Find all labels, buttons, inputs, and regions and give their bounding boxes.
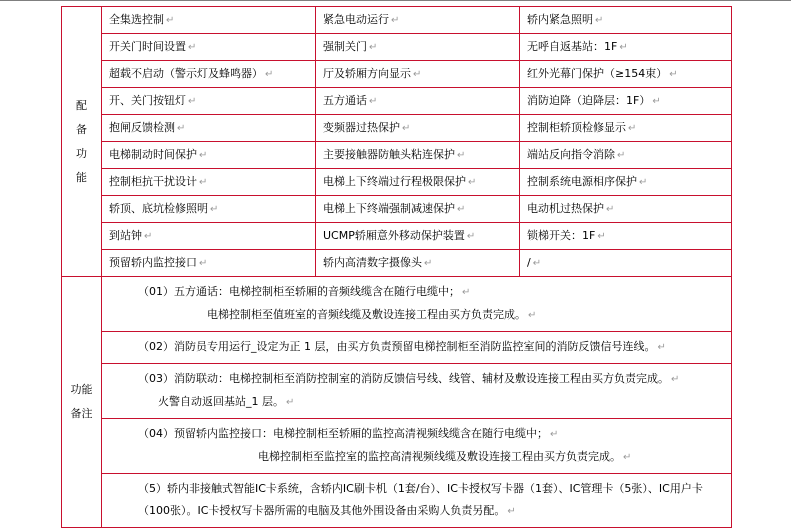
note-cell: （04）预留轿内监控接口：电梯控制柜至轿厢的监控高清视频线缆含在随行电缆中； ↵ 电梯控制柜至监控室的监控高清视频线缆及敷设连接工程由买方负责完成。 ↵: [102, 419, 732, 474]
feature-text: 到站钟: [109, 229, 142, 242]
feature-text: /: [527, 256, 531, 269]
feature-cell: 消防迫降（迫降层：1F） ↵: [520, 88, 732, 115]
feature-text: 端站反向指令消除: [527, 148, 615, 161]
feature-row: [62, 223, 732, 250]
feature-text: 全集选控制: [109, 13, 164, 26]
label-char: 备注: [70, 407, 93, 420]
feature-cell: 无呼自返基站：1F ↵: [520, 34, 732, 61]
feature-text: 电梯制动时间保护: [109, 148, 197, 161]
feature-cell: 轿内紧急照明 ↵: [520, 7, 732, 34]
note-text: （02）消防员专用运行_设定为正 1 层，由买方负责预留电梯控制柜至消防监控室间的消防反馈信号连线。: [138, 340, 656, 353]
feature-cell: 电动机过热保护 ↵: [520, 196, 732, 223]
feature-cell: 抱闸反馈检测 ↵: [102, 115, 316, 142]
feature-text: 控制柜抗干扰设计: [109, 175, 197, 188]
feature-cell: 控制柜抗干扰设计 ↵: [102, 169, 316, 196]
note-cell: （01）五方通话：电梯控制柜至轿厢的音频线缆含在随行电缆中； ↵ 电梯控制柜至值班室的音频线缆及敷设连接工程由买方负责完成。 ↵: [102, 277, 732, 332]
feature-text: 强制关门: [323, 40, 367, 53]
feature-text: 开、关门按钮灯: [109, 94, 186, 107]
feature-cell: 控制柜轿顶检修显示 ↵: [520, 115, 732, 142]
feature-row: [62, 115, 732, 142]
note-cell: （03）消防联动：电梯控制柜至消防控制室的消防反馈信号线、线管、辅材及敷设连接工程由买方负责完成。 ↵ 火警自动返回基站_1 层。 ↵: [102, 364, 732, 419]
note-text: （5）轿内非接触式智能IC卡系统，含轿内IC刷卡机（1套/台）、IC卡授权写卡器（1套）、IC管理卡（5张）、IC用户卡: [138, 482, 703, 495]
elevator-spec-table: [61, 6, 732, 528]
feature-row: [62, 250, 732, 277]
feature-cell: / ↵: [520, 250, 732, 277]
feature-text: 主要接触器防触头粘连保护: [323, 148, 455, 161]
feature-cell: 厅及轿厢方向显示 ↵: [316, 61, 520, 88]
label-char: 配: [76, 98, 87, 112]
feature-row: [62, 169, 732, 196]
label-char: 功能: [70, 383, 93, 396]
feature-cell: 全集选控制 ↵: [102, 7, 316, 34]
label-char: 功: [76, 146, 87, 160]
feature-text: 轿内高清数字摄像头: [323, 256, 422, 269]
feature-cell: UCMP轿厢意外移动保护装置 ↵: [316, 223, 520, 250]
feature-cell: 超载不启动（警示灯及蜂鸣器） ↵: [102, 61, 316, 88]
feature-text: 五方通话: [323, 94, 367, 107]
feature-cell: 预留轿内监控接口 ↵: [102, 250, 316, 277]
feature-cell: 轿内高清数字摄像头 ↵: [316, 250, 520, 277]
label-char: 能: [76, 170, 87, 184]
feature-text: 预留轿内监控接口: [109, 256, 197, 269]
note-text: 电梯控制柜至监控室的监控高清视频线缆及敷设连接工程由买方负责完成。: [258, 450, 621, 463]
feature-text: 开关门时间设置: [109, 40, 186, 53]
note-row-5: [62, 474, 732, 528]
feature-text: 紧急电动运行: [323, 13, 389, 26]
section-label-notes: [62, 277, 102, 528]
feature-row: [62, 61, 732, 88]
feature-cell: 控制系统电源相序保护 ↵: [520, 169, 732, 196]
note-text: （01）五方通话：电梯控制柜至轿厢的音频线缆含在随行电缆中；: [138, 285, 460, 298]
note-row-3: [62, 364, 732, 419]
feature-text: 锁梯开关：1F: [527, 229, 596, 242]
feature-text: 电动机过热保护: [527, 202, 604, 215]
note-text: （04）预留轿内监控接口：电梯控制柜至轿厢的监控高清视频线缆含在随行电缆中；: [138, 427, 548, 440]
note-cell: （02）消防员专用运行_设定为正 1 层，由买方负责预留电梯控制柜至消防监控室间的消防反馈信号连线。 ↵: [102, 332, 732, 364]
feature-text: 电梯上下终端过行程极限保护: [323, 175, 466, 188]
feature-text: 电梯上下终端强制减速保护: [323, 202, 455, 215]
feature-cell: 开关门时间设置 ↵: [102, 34, 316, 61]
note-row-1: [62, 277, 732, 332]
note-text: 火警自动返回基站_1 层。: [158, 395, 284, 408]
feature-cell: 端站反向指令消除 ↵: [520, 142, 732, 169]
feature-text: 超载不启动（警示灯及蜂鸣器）: [109, 67, 263, 80]
feature-cell: 红外光幕门保护（≥154束） ↵: [520, 61, 732, 88]
feature-text: 厅及轿厢方向显示: [323, 67, 411, 80]
note-text: 电梯控制柜至值班室的音频线缆及敷设连接工程由买方负责完成。: [207, 308, 526, 321]
feature-row: [62, 88, 732, 115]
feature-row: [62, 196, 732, 223]
note-text: （03）消防联动：电梯控制柜至消防控制室的消防反馈信号线、线管、辅材及敷设连接工程由买方负责完成。: [138, 372, 669, 385]
feature-cell: 电梯上下终端过行程极限保护 ↵: [316, 169, 520, 196]
section-label-features: [62, 7, 102, 277]
feature-cell: 五方通话 ↵: [316, 88, 520, 115]
feature-text: 控制柜轿顶检修显示: [527, 121, 626, 134]
feature-text: 控制系统电源相序保护: [527, 175, 637, 188]
feature-cell: 轿顶、底坑检修照明 ↵: [102, 196, 316, 223]
note-cell: （5）轿内非接触式智能IC卡系统，含轿内IC刷卡机（1套/台）、IC卡授权写卡器（1套）、IC管理卡（5张）、IC用户卡 （100张）。IC卡授权写卡器所需的电脑及其他外围设备由采购人负责另配。 ↵: [102, 474, 732, 528]
page-top-rule: [0, 0, 791, 1]
feature-cell: 锁梯开关：1F ↵: [520, 223, 732, 250]
feature-text: 无呼自返基站：1F: [527, 40, 618, 53]
feature-row: [62, 34, 732, 61]
note-text: （100张）。IC卡授权写卡器所需的电脑及其他外围设备由采购人负责另配。: [138, 504, 506, 517]
feature-cell: 电梯制动时间保护 ↵: [102, 142, 316, 169]
feature-row: [62, 7, 732, 34]
feature-cell: 紧急电动运行 ↵: [316, 7, 520, 34]
feature-cell: 主要接触器防触头粘连保护 ↵: [316, 142, 520, 169]
feature-cell: 强制关门 ↵: [316, 34, 520, 61]
feature-text: 轿顶、底坑检修照明: [109, 202, 208, 215]
feature-text: 红外光幕门保护（≥154束）: [527, 67, 668, 80]
feature-text: 抱闸反馈检测: [109, 121, 175, 134]
note-row-2: [62, 332, 732, 364]
feature-row: [62, 142, 732, 169]
feature-text: 轿内紧急照明: [527, 13, 593, 26]
feature-cell: 开、关门按钮灯 ↵: [102, 88, 316, 115]
feature-cell: 电梯上下终端强制减速保护 ↵: [316, 196, 520, 223]
feature-text: 消防迫降（迫降层：1F）: [527, 94, 651, 107]
feature-text: 变频器过热保护: [323, 121, 400, 134]
note-row-4: [62, 419, 732, 474]
feature-cell: 变频器过热保护 ↵: [316, 115, 520, 142]
feature-text: UCMP轿厢意外移动保护装置: [323, 229, 465, 242]
feature-cell: 到站钟 ↵: [102, 223, 316, 250]
label-char: 备: [76, 122, 87, 136]
